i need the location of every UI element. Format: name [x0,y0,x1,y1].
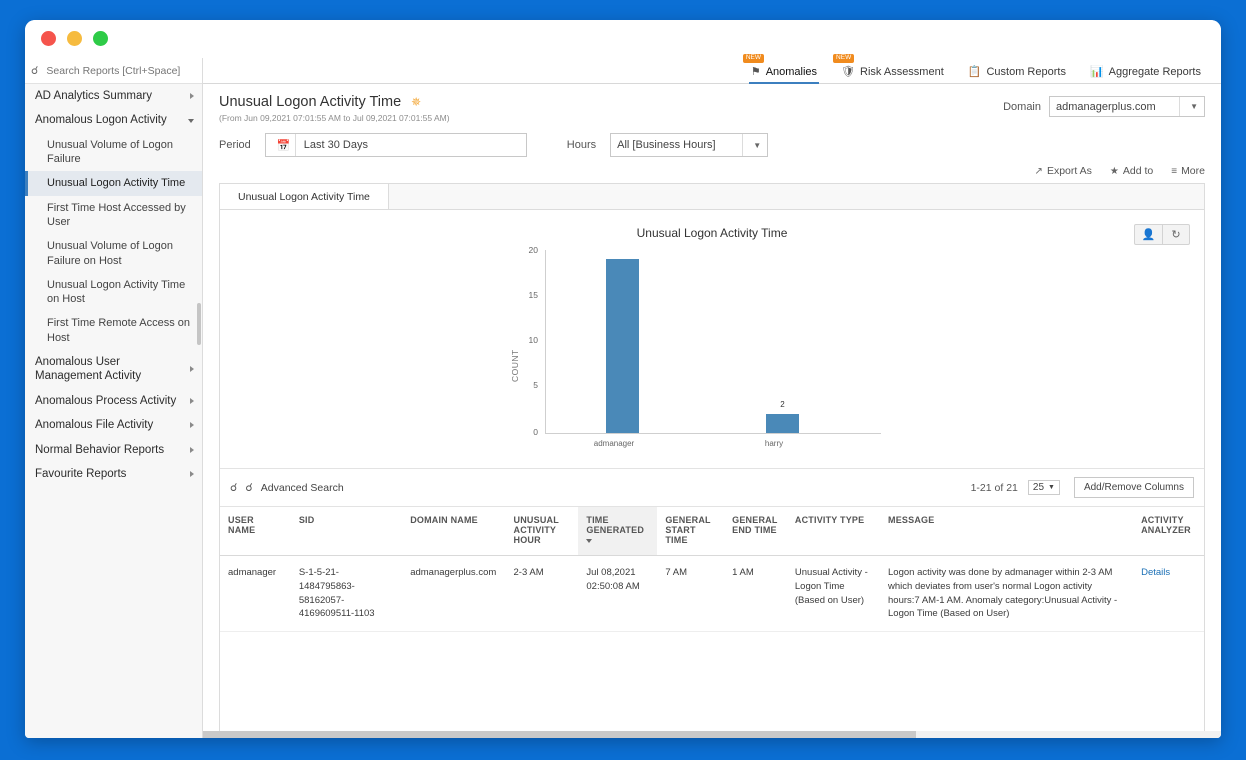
tab-label: Risk Assessment [860,65,944,78]
sidebar-item-unusual-logon-activity-time[interactable]: Unusual Logon Activity Time [25,171,202,195]
tab-anomalies[interactable] [739,54,829,83]
top-navigation [203,54,1221,84]
sidebar-item-unusual-volume-of-logon-failure[interactable]: Unusual Volume of Logon Failure [47,138,173,166]
chart-area [220,210,1204,468]
add-to-button[interactable] [1110,165,1153,177]
app-window [25,20,1221,738]
domain-select[interactable] [1049,96,1205,117]
sidebar-item-first-time-host-accessed-by-user[interactable]: First Time Host Accessed by User [47,201,186,228]
export-as-button[interactable] [1035,165,1092,177]
horizontal-scrollbar[interactable] [203,731,1221,738]
bar-label-admanager: 19 [618,251,627,260]
results-table-wrapper [220,468,1204,632]
column-activity-type[interactable] [787,507,880,556]
chevron-right-icon [190,366,194,372]
period-filter [219,133,527,157]
sidebar-item-first-time-remote-access-on-host[interactable]: First Time Remote Access on Host [47,317,191,344]
y-tick-0: 0 [533,427,538,437]
page-title-text: Unusual Logon Activity Time [219,94,402,110]
sidebar-item-normal-behavior-reports[interactable] [25,438,202,462]
y-tick-20: 20 [528,245,538,255]
column-domain-name[interactable] [402,507,505,556]
sidebar-item-label: Favourite Reports [35,467,127,480]
shield-icon: 🛡 [841,66,856,78]
y-tick-5: 5 [533,380,538,390]
hours-select[interactable] [610,133,768,157]
user-toggle-icon[interactable]: 👤 [1141,229,1156,241]
domain-select-value: admanagerplus.com [1056,100,1156,113]
column-general-end-time[interactable] [724,507,787,556]
column-label: GENERAL START TIME [665,515,711,545]
cell-unusual-activity-hour: 2-3 AM [506,556,579,632]
x-tick-admanager: admanager [593,439,635,448]
new-badge: NEW [833,54,854,63]
bar-label-harry: 2 [780,400,785,409]
cell-activity-analyzer-details-link[interactable]: Details [1133,556,1204,632]
table-toolbar [220,469,1204,506]
chart-y-axis-label: COUNT [510,349,520,382]
search-input[interactable] [44,64,184,78]
cell-sid: S-1-5-21-1484795863-58162057-4169609511-1103 [291,556,402,632]
y-tick-10: 10 [528,335,538,345]
scrollbar-thumb[interactable] [203,731,916,738]
cell-activity-type: Unusual Activity - Logon Time (Based on User) [787,556,880,632]
column-label: UNUSUAL ACTIVITY HOUR [513,515,559,545]
chart-x-axis [545,433,881,434]
results-table [220,506,1204,632]
sidebar-item-anomalous-process-activity[interactable] [25,389,202,413]
column-label: SID [298,515,315,525]
search-icon[interactable]: ☌ [230,482,238,494]
column-message[interactable] [880,507,1133,556]
chart-toolbar [1134,224,1190,245]
star-icon[interactable]: ✵ [411,95,422,109]
sidebar-scrollbar[interactable] [197,303,201,345]
sidebar-item-favourite-reports[interactable] [25,462,202,486]
filter-bar [203,123,1221,165]
sort-descending-icon [586,539,592,543]
x-tick-harry: harry [764,439,784,448]
chevron-right-icon [190,398,194,404]
column-label: GENERAL END TIME [732,515,778,535]
sidebar-item-anomalous-logon-activity[interactable] [25,108,202,132]
table-body [220,556,1204,632]
refresh-icon[interactable]: ↻ [1162,225,1189,244]
cell-domain-name: admanagerplus.com [402,556,505,632]
tab-label: Aggregate Reports [1108,65,1201,78]
sidebar [25,58,203,738]
sidebar-item-label: Anomalous Process Activity [35,394,177,407]
column-activity-analyzer[interactable] [1133,507,1204,556]
domain-label: Domain [1003,100,1041,113]
sidebar-search-row[interactable] [25,58,202,84]
sidebar-item-anomalous-user-management-activity[interactable] [25,350,202,389]
sidebar-item-label: AD Analytics Summary [35,90,152,102]
aggregate-icon: 📊 [1089,66,1104,78]
search-icon: ☌ [31,65,39,77]
cell-time-generated: Jul 08,2021 02:50:08 AM [578,556,657,632]
table-header [220,507,1204,556]
chart-bars [546,250,882,433]
chevron-down-icon: ▼ [1179,97,1198,116]
column-label: ACTIVITY ANALYZER [1141,515,1191,535]
record-count: 1-21 of 21 [970,481,1018,494]
column-label: TIME GENERATED [586,515,645,535]
column-label: DOMAIN NAME [410,515,478,525]
page-subtitle: (From Jun 09,2021 07:01:55 AM to Jul 09,2021 07:01:55 AM) [219,113,450,123]
export-icon: ↗ [1034,165,1043,177]
chevron-down-icon [188,119,194,123]
column-user-name[interactable] [220,507,291,556]
sidebar-item-label: Anomalous File Activity [35,419,154,432]
window-maximize-button[interactable] [93,31,108,46]
page-size-select[interactable] [1028,480,1060,495]
sidebar-item-label: Normal Behavior Reports [35,443,165,456]
report-icon: 📋 [967,66,982,78]
sidebar-item-unusual-volume-of-logon-failure-on-host[interactable]: Unusual Volume of Logon Failure on Host [47,240,173,267]
window-minimize-button[interactable] [67,31,82,46]
app-body [25,54,1221,738]
chevron-down-icon: ▼ [742,134,761,156]
panel-tabs [220,184,1204,210]
advanced-search-icon[interactable]: ☌ [245,482,253,494]
bar-harry[interactable] [766,414,799,433]
sidebar-item-ad-analytics-summary[interactable] [25,84,202,108]
tab-risk-assessment[interactable] [829,54,956,83]
cell-message: Logon activity was done by admanager within 2-3 AM which deviates from user's normal Logon activity hours:7 AM-1 AM. Anomaly category:Unusual Activity -Logon Time (Based on User) [880,556,1133,632]
action-label: Add to [1122,165,1154,177]
add-remove-columns-button[interactable]: Add/Remove Columns [1074,477,1194,498]
chart-title: Unusual Logon Activity Time [636,226,788,240]
column-general-start-time[interactable] [657,507,724,556]
column-label: ACTIVITY TYPE [794,515,865,525]
table-header-row [220,507,1204,556]
tab-label: Custom Reports [986,65,1066,78]
report-panel [219,183,1205,738]
cell-general-end-time: 1 AM [724,556,787,632]
column-time-generated[interactable] [578,507,657,556]
action-label: Export As [1046,165,1092,177]
domain-filter [1003,96,1205,117]
column-sid[interactable] [291,507,402,556]
chart-plot [220,245,1204,460]
period-select[interactable] [265,133,527,157]
chevron-right-icon [190,422,194,428]
table-toolbar-right [971,477,1194,498]
table-row[interactable] [220,556,1204,632]
tab-aggregate-reports[interactable] [1078,61,1213,83]
period-label: Period [219,139,251,151]
action-label: More [1181,165,1205,177]
page-header [203,84,1221,123]
chevron-right-icon [190,93,194,99]
more-icon: ≡ [1171,165,1178,177]
flag-icon: ⚑ [750,66,761,78]
tab-custom-reports[interactable] [956,61,1078,83]
chevron-right-icon [190,447,194,453]
hours-label: Hours [566,139,597,151]
hours-filter [567,133,768,157]
window-titlebar [25,20,1221,58]
y-tick-15: 15 [528,290,538,300]
chevron-down-icon: ▼ [1048,484,1055,491]
window-close-button[interactable] [41,31,56,46]
star-icon: ★ [1109,165,1119,177]
bar-admanager[interactable] [606,259,639,433]
column-label: USER NAME [228,515,256,535]
page-size-value: 25 [1032,482,1045,493]
action-bar [203,165,1221,183]
advanced-search-button[interactable]: Advanced Search [260,481,344,494]
sidebar-item-unusual-logon-activity-time-on-host[interactable]: Unusual Logon Activity Time on Host [47,278,186,306]
column-label: MESSAGE [888,515,935,525]
more-button[interactable] [1171,165,1205,177]
sidebar-item-anomalous-file-activity[interactable] [25,413,202,437]
panel-tab-unusual-logon-activity-time[interactable]: Unusual Logon Activity Time [220,184,389,209]
main-content [203,54,1221,738]
sidebar-item-label: Anomalous User Management Activity [35,356,142,383]
cell-general-start-time: 7 AM [657,556,724,632]
cell-user-name: admanager [220,556,291,632]
chevron-right-icon [190,471,194,477]
new-badge: NEW [743,54,764,63]
tab-label: Anomalies [765,65,818,78]
sidebar-item-label: Anomalous Logon Activity [35,114,167,127]
calendar-icon: 📅 [272,134,296,156]
column-unusual-activity-hour[interactable] [506,507,579,556]
period-value: Last 30 Days [303,139,368,151]
hours-value: All [Business Hours] [617,139,716,151]
